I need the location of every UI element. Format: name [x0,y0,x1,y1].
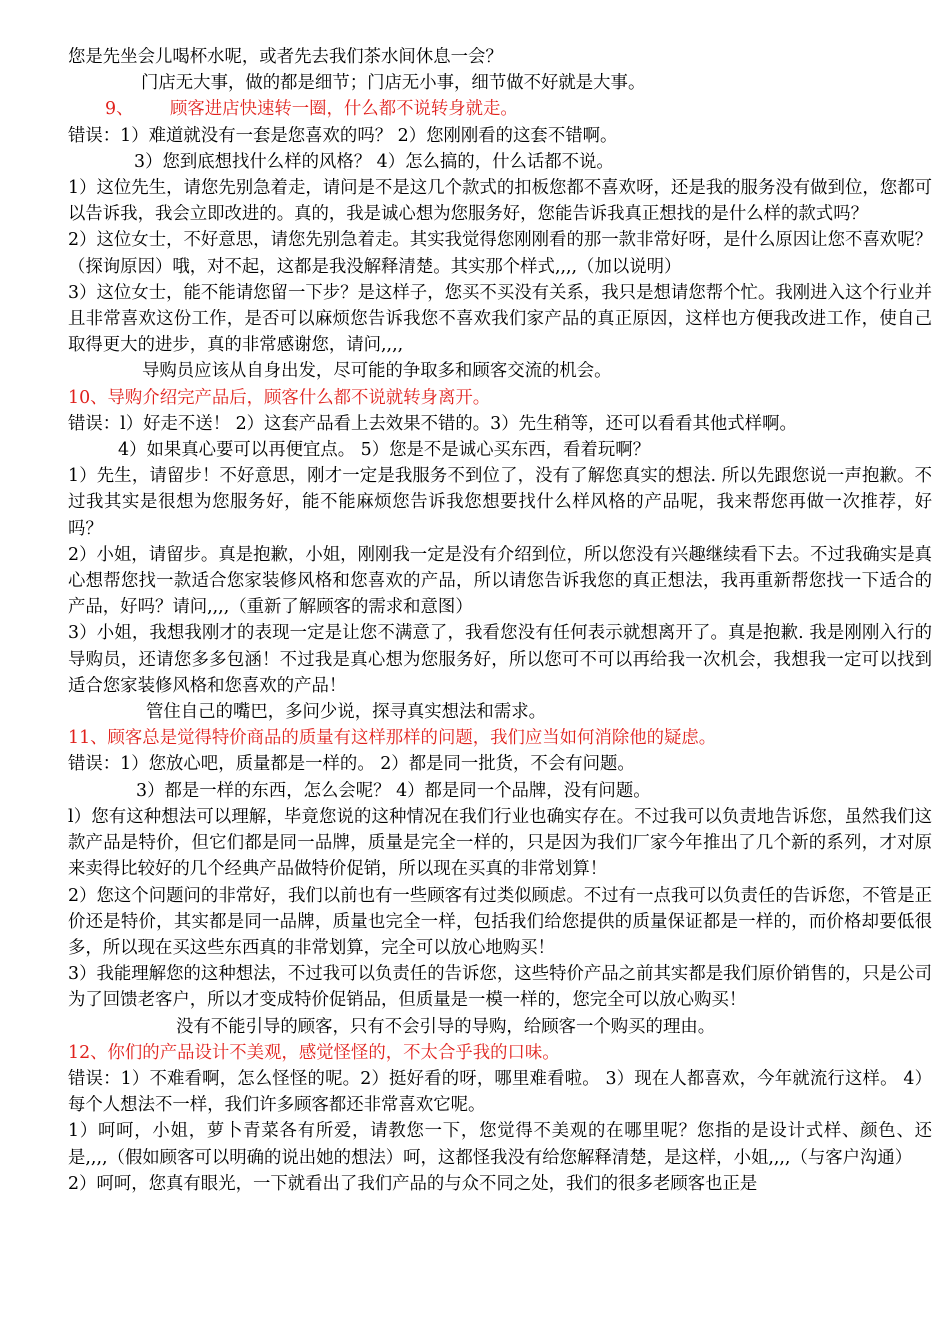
section-12-heading: 12、你们的产品设计不美观，感觉怪怪的，不太合乎我的口味。 [68,1042,560,1063]
section-9-answer-1: 1）这位先生，请您先别急着走，请问是不是这几个款式的扣板您都不喜欢呀，还是我的服务没有做到位，您都可以告诉我，我会立即改进的。真的，我是诚心想为您服务好，您能告诉我真正想找的是什么样的款式吗？ [68,178,932,225]
section-9-answer-2: 2）这位女士，不好意思，请您先别急着走。其实我觉得您刚刚看的那一款非常好呀，是什么原因让您不喜欢呢？（探询原因）哦，对不起，这都是我没解释清楚。其实那个样式,,,,（加以说明） [68,230,932,277]
section-9-title: 顾客进店快速转一圈，什么都不说转身就走。 [170,99,518,120]
section-11-heading: 11、顾客总是觉得特价商品的质量有这样那样的问题，我们应当如何消除他的疑虑。 [68,728,717,749]
section-10-answer-1: 1）先生，请留步！不好意思，刚才一定是我服务不到位了，没有了解您真实的想法. 所以先跟您说一声抱歉。不过我其实是很想为您服务好，能不能麻烦您告诉我您想要找什么样风格的产品呢，我来帮您再做一次推荐，好吗？ [68,466,932,539]
section-10-heading: 10、导购介绍完产品后，顾客什么都不说就转身离开。 [68,387,491,408]
section-11-answer-2: 2）您这个问题问的非常好，我们以前也有一些顾客有过类似顾虑。不过有一点我可以负责任的告诉您，不管是正价还是特价，其实都是同一品牌，质量也完全一样，包括我们给您提供的质量保证都是一样的，而价格却要低很多，所以现在买这些东西真的非常划算，完全可以放心地购买！ [68,885,932,958]
section-10-tip: 管住自己的嘴巴，多问少说，探寻真实想法和需求。 [146,702,546,723]
section-9-answer-3: 3）这位女士，能不能请您留一下步？是这样子，您买不买没有关系，我只是想请您帮个忙。我刚进入这个行业并且非常喜欢这份工作，是否可以麻烦您告诉我您不喜欢我们家产品的真正原因，这样也方便我改进工作，使自己取得更大的进步，真的非常感谢您，请问,,,, [68,282,932,356]
section-12-answer-2: 2）呵呵，您真有眼光，一下就看出了我们产品的与众不同之处，我们的很多老顾客也正是 [68,1173,758,1194]
motto-line: 门店无大事，做的都是细节；门店无小事，细节做不好就是大事。 [141,73,646,94]
section-11-answer-1: l）您有这种想法可以理解，毕竟您说的这种情况在我们行业也确实存在。不过我可以负责地告诉您，虽然我们这款产品是特价，但它们都是同一品牌，质量是完全一样的，只是因为我们厂家今年推出了几个新的系列，才对原来卖得比较好的几个经典产品做特价促销，所以现在买真的非常划算！ [68,806,932,880]
section-11-answer-3: 3）我能理解您的这种想法，不过我可以负责任的告诉您，这些特价产品之前其实都是我们原价销售的，只是公司为了回馈老客户，所以才变成特价促销品，但质量是一模一样的，您完全可以放心购买！ [68,964,932,1011]
section-9-wrong-line-2: 3）您到底想找什么样的风格？ 4）怎么搞的，什么话都不说。 [134,151,614,172]
section-10-answer-3: 3）小姐，我想我刚才的表现一定是让您不满意了，我看您没有任何表示就想离开了。真是抱歉. 我是刚刚入行的导购员，还请您多多包涵！不过我是真心想为您服务好，所以您可不可以再给我一次机会，我想我一定可以找到适合您家装修风格和您喜欢的产品！ [68,623,932,696]
section-10-wrong-line-2: 4）如果真心要可以再便宜点。 5）您是不是诚心买东西，看着玩啊？ [118,440,650,461]
section-11-tip: 没有不能引导的顾客，只有不会引导的导购，给顾客一个购买的理由。 [176,1016,716,1037]
section-9-tip: 导购员应该从自身出发，尽可能的争取多和顾客交流的机会。 [142,361,612,382]
section-12-wrong: 错误：1）不难看啊，怎么怪怪的呢。2）挺好看的呀，哪里难看啦。 3）现在人都喜欢，今年就流行这样。 4）每个人想法不一样，我们许多顾客都还非常喜欢它呢。 [68,1068,932,1116]
section-10-answer-2: 2）小姐，请留步。真是抱歉，小姐，刚刚我一定是没有介绍到位，所以您没有兴趣继续看下去。不过我确实是真心想帮您找一款适合您家装修风格和您喜欢的产品，所以请您告诉我您的真正想法，我再重新帮您找一下适合的产品，好吗？请问,,,,（重新了解顾客的需求和意图） [68,544,932,618]
section-11-wrong-line-2: 3）都是一样的东西，怎么会呢？ 4）都是同一个品牌，没有问题。 [136,780,651,801]
section-9-heading [68,96,932,122]
section-11-wrong-line-1: 错误：1）您放心吧，质量都是一样的。 2）都是同一批货，不会有问题。 [68,754,635,775]
intro-line: 您是先坐会儿喝杯水呢，或者先去我们茶水间休息一会？ [68,47,503,67]
section-10-wrong-line-1: 错误：l）好走不送！ 2）这套产品看上去效果不错的。3）先生稍等，还可以看看其他式样啊。 [68,413,797,434]
section-9-number: 9、 [105,99,134,120]
section-9-wrong-line-1: 错误：1）难道就没有一套是您喜欢的吗？ 2）您刚刚看的这套不错啊。 [68,125,618,146]
section-12-answer-1: 1）呵呵，小姐，萝卜青菜各有所爱，请教您一下，您觉得不美观的在哪里呢？您指的是设计式样、颜色、还是,,,,（假如顾客可以明确的说出她的想法）呵，这都怪我没有给您解释清楚，是这样，小姐,,,,（与客户沟通） [68,1121,932,1168]
